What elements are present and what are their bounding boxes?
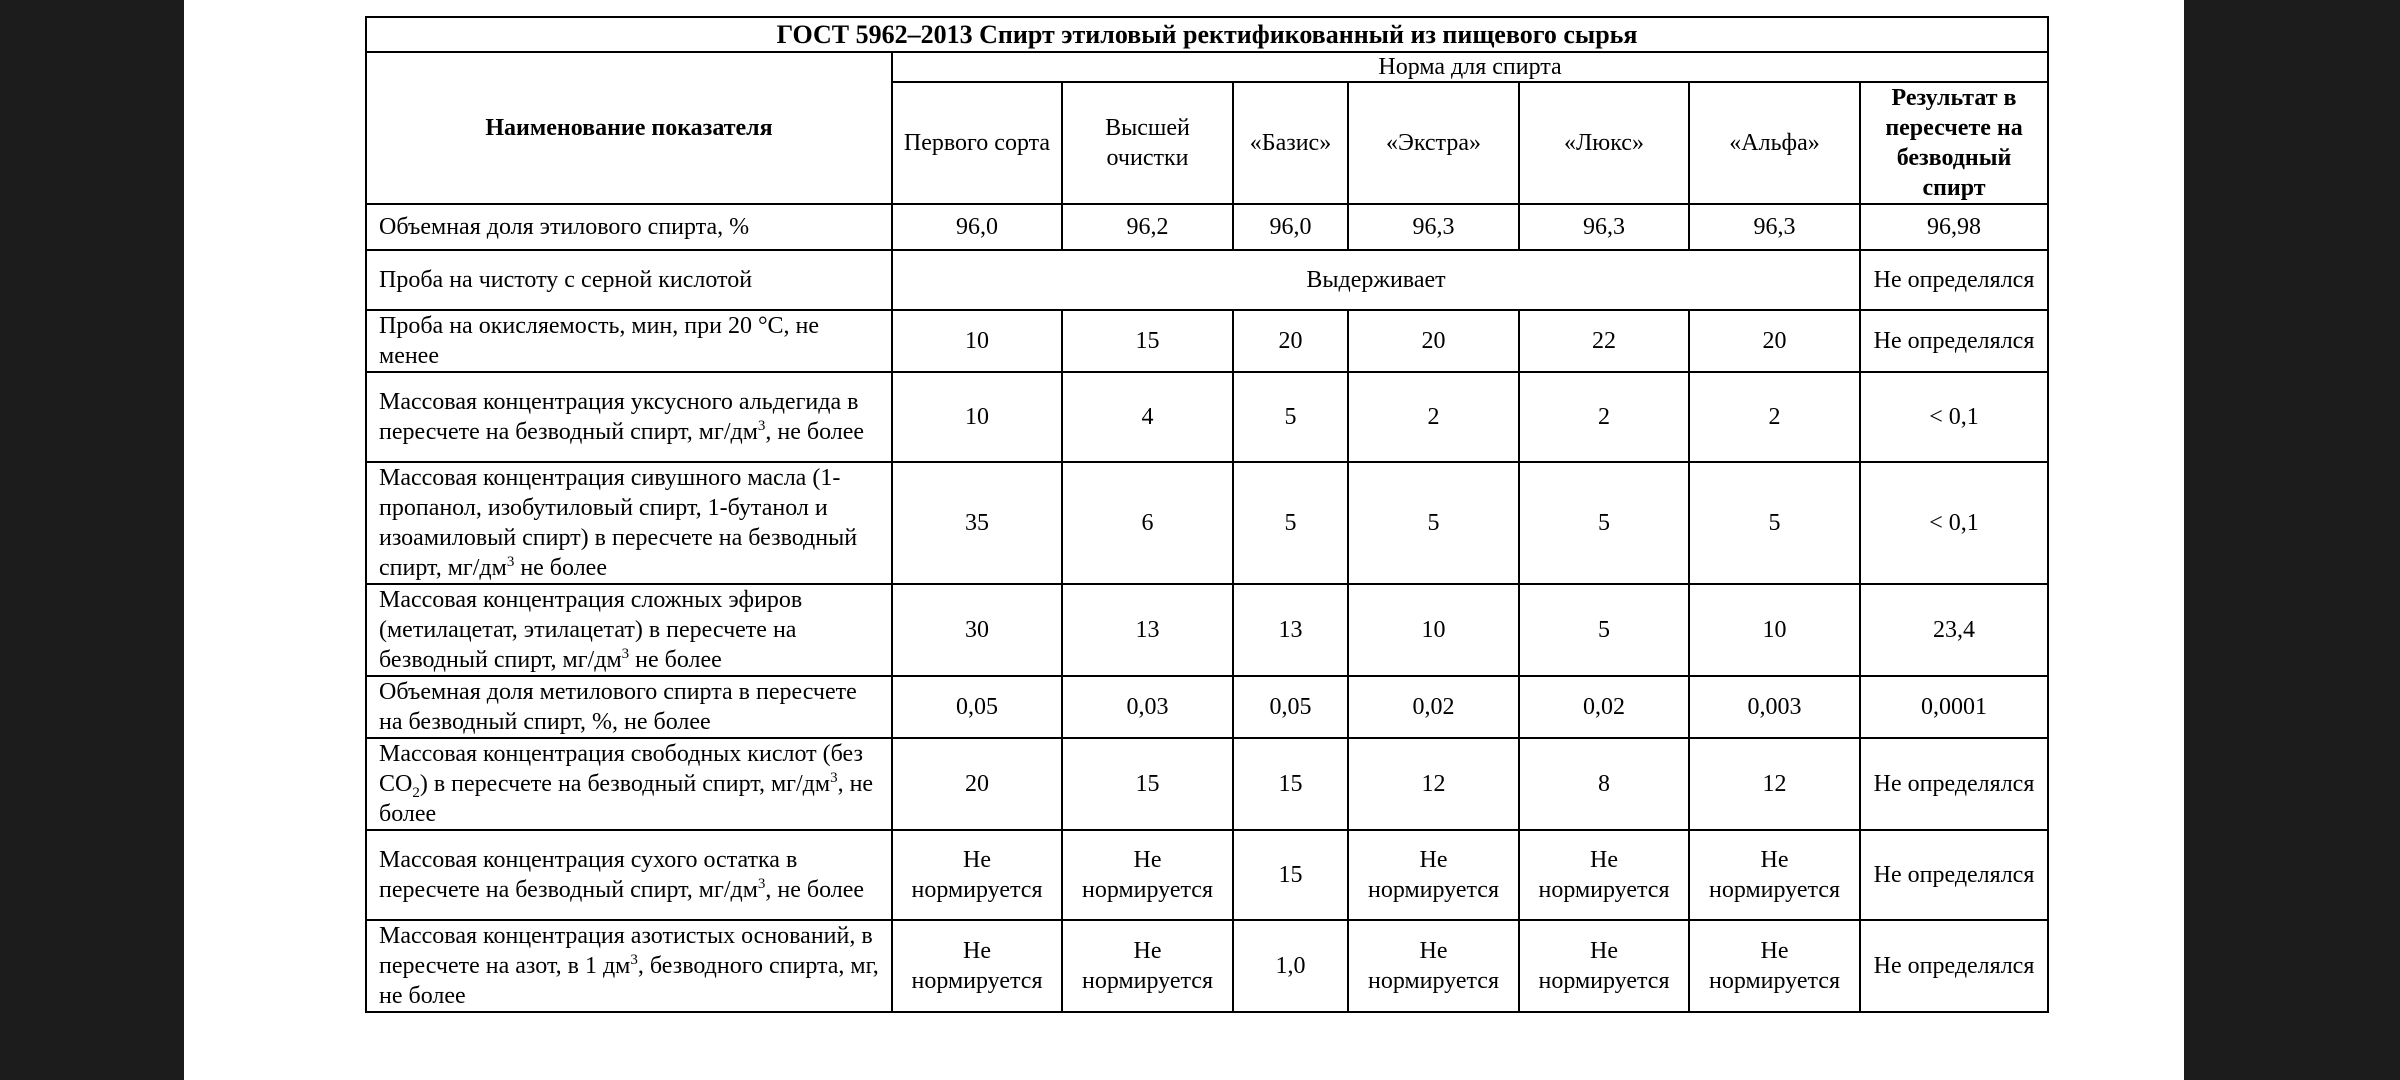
value-cell: 13 [1062, 584, 1233, 676]
row-name-text: , не более [765, 877, 865, 903]
value-cell: 96,3 [1689, 204, 1860, 250]
value-cell: 0,05 [1233, 676, 1348, 738]
row-name-cell [366, 920, 892, 1012]
row-name-text: , безводного спирта, мг, не более [379, 953, 879, 1009]
value-cell: 20 [892, 738, 1062, 830]
table-row [366, 676, 2048, 738]
row-name-text: не более [514, 555, 607, 581]
value-cell: 5 [1233, 372, 1348, 462]
table-title: ГОСТ 5962–2013 Спирт этиловый ректификованный из пищевого сырья [366, 17, 2048, 52]
table-row [366, 584, 2048, 676]
superscript-text: 3 [621, 646, 630, 662]
value-cell: 15 [1233, 738, 1348, 830]
value-cell: 2 [1519, 372, 1689, 462]
value-cell: Не нормируется [1519, 830, 1689, 920]
row-name-text: Объемная доля этилового спирта, % [379, 214, 750, 240]
row-name-text: не более [629, 647, 722, 673]
column-header: «Базис» [1233, 82, 1348, 204]
subscript-text: 2 [412, 784, 420, 801]
name-column-header: Наименование показателя [366, 52, 892, 204]
value-cell: 15 [1062, 310, 1233, 372]
value-cell: 5 [1519, 584, 1689, 676]
result-cell: 23,4 [1860, 584, 2048, 676]
row-name-cell [366, 204, 892, 250]
merged-value-cell: Выдерживает [892, 250, 1860, 310]
value-cell: 13 [1233, 584, 1348, 676]
row-name-text: Массовая концентрация свободных кислот (без СО [379, 741, 863, 797]
value-cell: 6 [1062, 462, 1233, 584]
row-name-text: , не более [379, 771, 874, 827]
value-cell: 12 [1348, 738, 1519, 830]
superscript-text: 3 [630, 952, 638, 968]
value-cell: 15 [1062, 738, 1233, 830]
result-cell: 96,98 [1860, 204, 2048, 250]
norm-header: Норма для спирта [892, 52, 2048, 82]
value-cell: 5 [1233, 462, 1348, 584]
value-cell: 1,0 [1233, 920, 1348, 1012]
row-name-cell [366, 250, 892, 310]
row-name-text: , не более [765, 419, 865, 445]
table-row [366, 830, 2048, 920]
document-page [184, 0, 2184, 1080]
row-name-cell [366, 372, 892, 462]
column-header: «Альфа» [1689, 82, 1860, 204]
value-cell: Не нормируется [892, 830, 1062, 920]
value-cell: 8 [1519, 738, 1689, 830]
value-cell: Не нормируется [1689, 830, 1860, 920]
row-name-text: Проба на чистоту с серной кислотой [379, 267, 753, 293]
value-cell: 96,2 [1062, 204, 1233, 250]
superscript-text: 3 [830, 770, 838, 786]
value-cell: 15 [1233, 830, 1348, 920]
value-cell: 10 [1689, 584, 1860, 676]
value-cell: Не нормируется [1062, 830, 1233, 920]
value-cell: 0,05 [892, 676, 1062, 738]
row-name-text: Массовая концентрация сложных эфиров (метилацетат, этилацетат) в пересчете на безводный спирт, мг/дм [379, 587, 803, 673]
value-cell: 0,02 [1519, 676, 1689, 738]
value-cell: 96,3 [1348, 204, 1519, 250]
value-cell: 5 [1519, 462, 1689, 584]
column-header: Первого сорта [892, 82, 1062, 204]
table-row [366, 310, 2048, 372]
row-name-cell [366, 738, 892, 830]
superscript-text: 3 [506, 554, 515, 570]
value-cell: 12 [1689, 738, 1860, 830]
gost-table [365, 16, 2049, 1013]
value-cell: 0,03 [1062, 676, 1233, 738]
value-cell: 20 [1233, 310, 1348, 372]
value-cell: 0,003 [1689, 676, 1860, 738]
table-row [366, 204, 2048, 250]
value-cell: 10 [892, 372, 1062, 462]
result-column-header: Результат в пересчете на безводный спирт [1860, 82, 2048, 204]
result-cell: Не определялся [1860, 310, 2048, 372]
row-name-text: ) в пересчете на безводный спирт, мг/дм [419, 771, 831, 797]
result-cell: < 0,1 [1860, 462, 2048, 584]
value-cell: 22 [1519, 310, 1689, 372]
row-name-cell [366, 462, 892, 584]
column-header: «Экстра» [1348, 82, 1519, 204]
result-cell: < 0,1 [1860, 372, 2048, 462]
result-cell: 0,0001 [1860, 676, 2048, 738]
row-name-cell [366, 310, 892, 372]
value-cell: 20 [1348, 310, 1519, 372]
row-name-text: Объемная доля метилового спирта в пересчете на безводный спирт, %, не более [379, 679, 857, 735]
result-cell: Не определялся [1860, 250, 2048, 310]
table-row [366, 738, 2048, 830]
value-cell: 2 [1689, 372, 1860, 462]
table-row [366, 250, 2048, 310]
table-row [366, 462, 2048, 584]
value-cell: 10 [892, 310, 1062, 372]
value-cell: 10 [1348, 584, 1519, 676]
value-cell: 20 [1689, 310, 1860, 372]
table-row [366, 920, 2048, 1012]
value-cell: 96,0 [892, 204, 1062, 250]
row-name-text: Массовая концентрация уксусного альдегида в пересчете на безводный спирт, мг/дм [379, 389, 859, 445]
result-cell: Не определялся [1860, 920, 2048, 1012]
value-cell: 96,0 [1233, 204, 1348, 250]
row-name-text: Проба на окисляемость, мин, при 20 °С, не менее [379, 313, 820, 369]
value-cell: Не нормируется [1689, 920, 1860, 1012]
table-row [366, 372, 2048, 462]
row-name-text: Массовая концентрация сухого остатка в пересчете на безводный спирт, мг/дм [379, 847, 798, 903]
column-header: Высшей очистки [1062, 82, 1233, 204]
value-cell: Не нормируется [1519, 920, 1689, 1012]
row-name-cell [366, 584, 892, 676]
column-header: «Люкс» [1519, 82, 1689, 204]
value-cell: 5 [1689, 462, 1860, 584]
result-cell: Не определялся [1860, 830, 2048, 920]
value-cell: 0,02 [1348, 676, 1519, 738]
value-cell: Не нормируется [892, 920, 1062, 1012]
row-name-cell [366, 676, 892, 738]
superscript-text: 3 [757, 418, 766, 434]
result-cell: Не определялся [1860, 738, 2048, 830]
value-cell: 4 [1062, 372, 1233, 462]
row-name-text: Массовая концентрация сивушного масла (1-пропанол, изобутиловый спирт, 1-бутанол и изоамиловый спирт) в пересчете на безводный спирт, мг/дм [379, 465, 858, 581]
value-cell: 35 [892, 462, 1062, 584]
superscript-text: 3 [757, 876, 766, 892]
value-cell: Не нормируется [1348, 920, 1519, 1012]
value-cell: Не нормируется [1062, 920, 1233, 1012]
row-name-text: Массовая концентрация азотистых оснований, в пересчете на азот, в 1 дм [379, 923, 873, 979]
value-cell: 96,3 [1519, 204, 1689, 250]
value-cell: 30 [892, 584, 1062, 676]
value-cell: 2 [1348, 372, 1519, 462]
value-cell: Не нормируется [1348, 830, 1519, 920]
row-name-cell [366, 830, 892, 920]
value-cell: 5 [1348, 462, 1519, 584]
table-body [366, 204, 2048, 1012]
